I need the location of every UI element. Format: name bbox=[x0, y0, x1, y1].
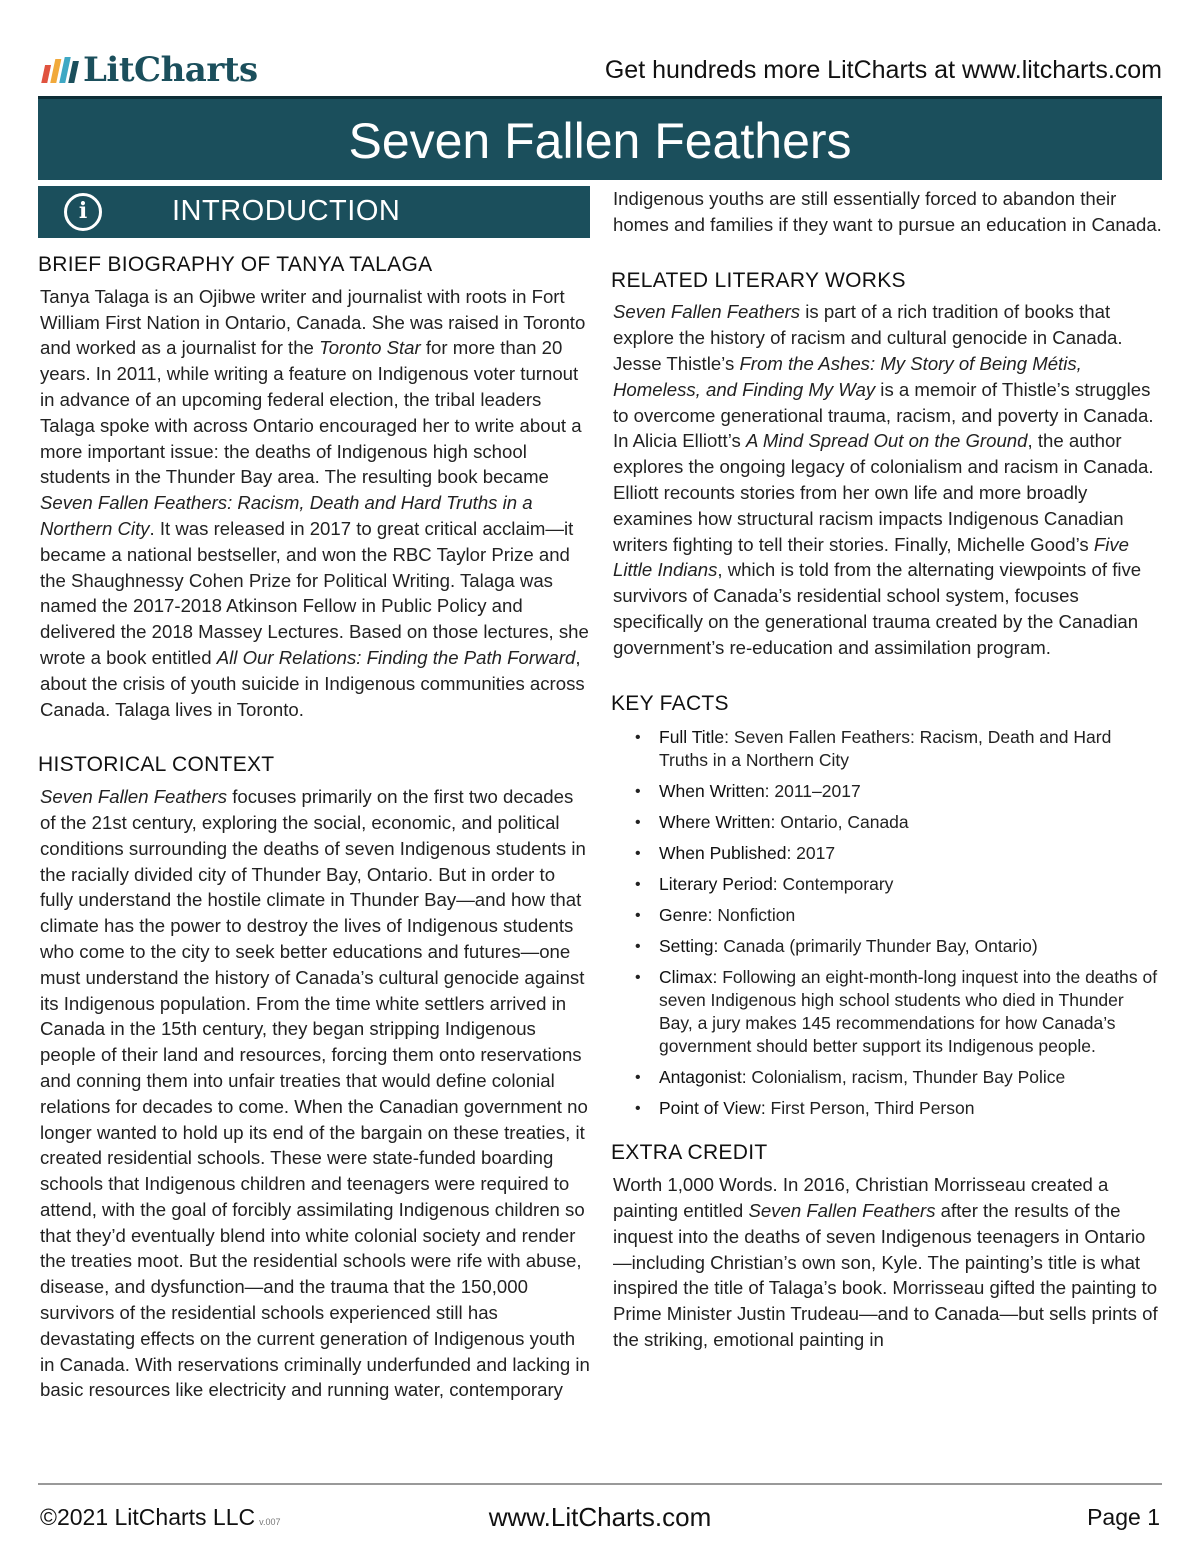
right-column bbox=[611, 186, 1162, 1383]
list-item: • Point of View: First Person, Third Person bbox=[611, 1097, 1162, 1120]
footer-site-link[interactable]: www.LitCharts.com bbox=[488, 1502, 712, 1532]
info-icon: i bbox=[64, 193, 102, 231]
left-column bbox=[38, 186, 590, 1433]
page-number: Page 1 bbox=[1087, 1504, 1160, 1530]
list-item: • Climax: Following an eight-month-long inquest into the deaths of seven Indigenous high school students who died in Thunder Bay, a jury makes 145 recommendations for how Canada’s government should better support its Indigenous people. bbox=[611, 966, 1162, 1058]
related-works-text: Seven Fallen Feathers is part of a rich tradition of books that explore the history of racism and cultural genocide in Canada. Jesse Thistle’s From the Ashes: My Story of Being Métis, Homeless, and Finding My Way is a memoir of Thistle’s struggles to overcome generational trauma, racism, and poverty in Canada. In Alicia Elliott’s A Mind Spread Out on the Ground, the author explores the ongoing legacy of colonialism and racism in Canada. Elliott recounts stories from her own life and more broadly examines how structural racism impacts Indigenous Canadian writers fighting to tell their stories. Finally, Michelle Good’s Five Little Indians, which is told from the alternating viewpoints of five survivors of Canada’s residential school system, focuses specifically on the generational trauma created by the Canadian government’s re-education and assimilation program. bbox=[613, 301, 1154, 658]
introduction-heading: INTRODUCTION bbox=[172, 195, 401, 228]
list-item: • Literary Period: Contemporary bbox=[611, 873, 1162, 896]
logo-text: LitCharts bbox=[83, 50, 258, 90]
header-tagline: Get hundreds more LitCharts at www.litcharts.com bbox=[604, 56, 1162, 84]
litcharts-logo[interactable] bbox=[44, 50, 258, 90]
historical-context-text: Seven Fallen Feathers focuses primarily on the first two decades of the 21st century, exploring the social, economic, and political conditions surrounding the deaths of seven Indigenous students in the racially divided city of Thunder Bay, Ontario. But in order to fully understand the hostile climate in Thunder Bay—and how that climate has the power to destroy the lives of Indigenous students who come to the city to seek better educations and futures—one must understand the history of Canada’s cultural genocide against its Indigenous population. From the time white settlers arrived in Canada in the 15th century, they began stripping Indigenous people of their land and resources, forcing them onto reservations and conning them into unfair treaties that would define colonial relations for decades to come. When the Canadian government no longer wanted to hold up its end of the bargain on these treaties, it created residential schools. These were state-funded boarding schools that Indigenous children and teenagers were required to attend, with the goal of forcibly assimilating Indigenous children so that they’d eventually blend into white colonial society and render the treaties moot. But the residential schools were rife with abuse, disease, and dysfunction—and the trauma that the 150,000 survivors of the residential schools experienced still has devastating effects on the current generation of Indigenous youth in Canada. With reservations criminally underfunded and lacking in basic resources like electricity and running water, contemporary bbox=[40, 786, 590, 1401]
historical-context-heading: HISTORICAL CONTEXT bbox=[38, 753, 275, 777]
document-title: Seven Fallen Feathers bbox=[348, 113, 852, 169]
list-item: • When Published: 2017 bbox=[611, 842, 1162, 865]
key-facts-list bbox=[611, 726, 1162, 1120]
page-header bbox=[38, 50, 1162, 94]
biography-text: Tanya Talaga is an Ojibwe writer and journalist with roots in Fort William First Nation in Ontario, Canada. She was raised in Toronto and worked as a journalist for the Toronto Star for more than 20 years. In 2011, while writing a feature on Indigenous voter turnout in advance of an upcoming federal election, the tribal leaders Talaga spoke with across Ontario encouraged her to write about a more important issue: the deaths of Indigenous high school students in the Thunder Bay area. The resulting book became Seven Fallen Feathers: Racism, Death and Hard Truths in a Northern City. It was released in 2017 to great critical acclaim—it became a national bestseller, and won the RBC Taylor Prize and the Shaughnessy Cohen Prize for Political Writing. Talaga was named the 2017-2018 Atkinson Fellow in Public Policy and delivered the 2018 Massey Lectures. Based on those lectures, she wrote a book entitled All Our Relations: Finding the Path Forward, about the crisis of youth suicide in Indigenous communities across Canada. Talaga lives in Toronto. bbox=[40, 285, 589, 720]
biography-heading: BRIEF BIOGRAPHY OF TANYA TALAGA bbox=[38, 253, 433, 276]
title-band bbox=[38, 96, 1162, 180]
extra-credit-heading: EXTRA CREDIT bbox=[611, 1141, 768, 1165]
list-item: • Antagonist: Colonialism, racism, Thunder Bay Police bbox=[611, 1066, 1162, 1089]
related-works-heading: RELATED LITERARY WORKS bbox=[611, 268, 906, 292]
introduction-band bbox=[38, 186, 590, 238]
page-footer bbox=[38, 1500, 1162, 1536]
list-item: • Setting: Canada (primarily Thunder Bay, Ontario) bbox=[611, 935, 1162, 958]
footer-divider bbox=[38, 1483, 1162, 1485]
logo-bars-icon bbox=[41, 57, 80, 83]
list-item: • Where Written: Ontario, Canada bbox=[611, 811, 1162, 834]
version-label: v.007 bbox=[259, 1517, 281, 1527]
list-item: • Full Title: Seven Fallen Feathers: Racism, Death and Hard Truths in a Northern City bbox=[611, 726, 1162, 772]
key-facts-heading: KEY FACTS bbox=[611, 691, 729, 715]
historical-context-continued: Indigenous youths are still essentially forced to abandon their homes and families if they want to pursue an education in Canada. bbox=[613, 188, 1162, 235]
extra-credit-text: Worth 1,000 Words. In 2016, Christian Morrisseau created a painting entitled Seven Fallen Feathers after the results of the inquest into the deaths of seven Indigenous teenagers in Ontario—including Christian’s own son, Kyle. The painting’s title is what inspired the title of Talaga’s book. Morrisseau gifted the painting to Prime Minister Justin Trudeau—and to Canada—but sells prints of the striking, emotional painting in bbox=[613, 1174, 1158, 1350]
list-item: • When Written: 2011–2017 bbox=[611, 780, 1162, 803]
list-item: • Genre: Nonfiction bbox=[611, 904, 1162, 927]
copyright-text: ©2021 LitCharts LLC v.007 bbox=[40, 1504, 281, 1530]
